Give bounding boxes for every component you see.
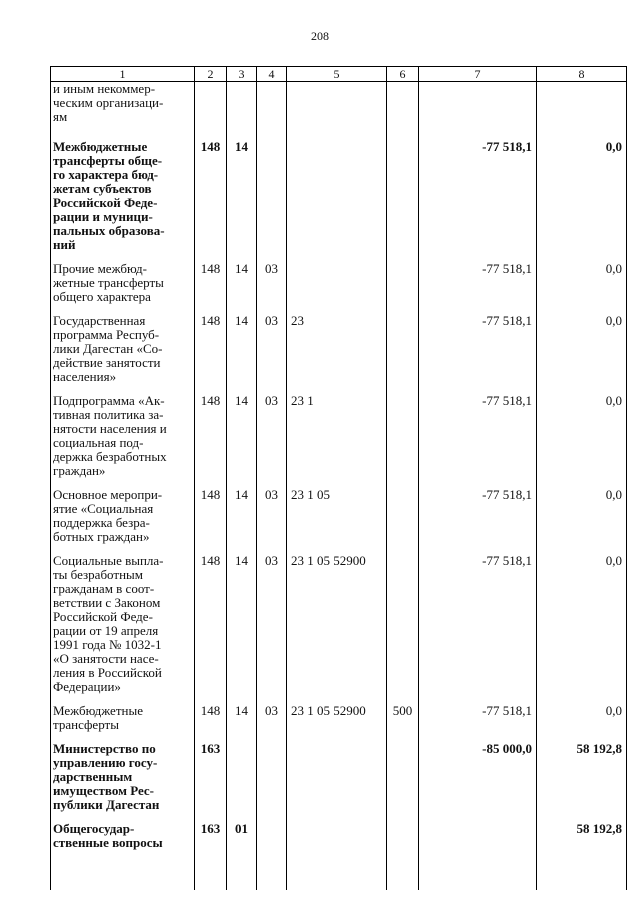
vr-code-cell [387,140,419,262]
header-cell: 3 [227,67,257,82]
amount-total-cell: 0,0 [537,554,627,704]
csr-code-cell [287,262,387,314]
vr-code-cell: 500 [387,704,419,742]
row-name-cell: Основное меропри- ятие «Социальная поддержка безра- ботных граждан» [51,488,195,554]
row-name-cell: Подпрограмма «Ак- тивная политика за- нятости населения и социальная под- держка безработных граждан» [51,394,195,488]
gr-code-cell: 148 [195,140,227,262]
table-row [51,704,627,742]
vr-code-cell [387,314,419,394]
row-name-cell: Социальные выпла- ты безработным гражданам в соот- ветствии с Законом Российской Феде- рации от 19 апреля 1991 года № 1032-1 «О занятости насе- ления в Российской Федерации» [51,554,195,704]
page-number: 208 [311,29,329,43]
pr-code-cell: 03 [257,262,287,314]
rz-code-cell [227,82,257,141]
amount-total-cell: 0,0 [537,488,627,554]
amount-total-cell: 0,0 [537,262,627,314]
csr-code-cell: 23 1 05 52900 [287,554,387,704]
rz-code-cell [227,742,257,822]
rz-code-cell: 14 [227,704,257,742]
amount-change-cell [419,822,537,890]
vr-code-cell [387,262,419,314]
amount-change-cell [419,82,537,141]
header-cell: 1 [51,67,195,82]
amount-change-cell: -77 518,1 [419,314,537,394]
amount-total-cell: 0,0 [537,704,627,742]
amount-total-cell: 58 192,8 [537,822,627,890]
pr-code-cell: 03 [257,704,287,742]
amount-change-cell: -85 000,0 [419,742,537,822]
csr-code-cell [287,82,387,141]
csr-code-cell: 23 1 [287,394,387,488]
rz-code-cell: 14 [227,314,257,394]
header-cell: 2 [195,67,227,82]
rz-code-cell: 01 [227,822,257,890]
pr-code-cell: 03 [257,394,287,488]
vr-code-cell [387,822,419,890]
table-row [51,314,627,394]
gr-code-cell: 163 [195,742,227,822]
gr-code-cell: 148 [195,262,227,314]
rz-code-cell: 14 [227,488,257,554]
rz-code-cell: 14 [227,394,257,488]
csr-code-cell [287,742,387,822]
gr-code-cell: 148 [195,314,227,394]
amount-total-cell: 0,0 [537,140,627,262]
pr-code-cell [257,822,287,890]
vr-code-cell [387,82,419,141]
csr-code-cell: 23 1 05 52900 [287,704,387,742]
gr-code-cell [195,82,227,141]
header-cell: 7 [419,67,537,82]
row-name-cell: Министерство по управлению госу- дарственным имуществом Рес- публики Дагестан [51,742,195,822]
vr-code-cell [387,394,419,488]
table-row [51,742,627,822]
csr-code-cell [287,822,387,890]
header-cell: 4 [257,67,287,82]
row-name-cell: Прочие межбюд- жетные трансферты общего характера [51,262,195,314]
header-cell: 6 [387,67,419,82]
table-row [51,394,627,488]
gr-code-cell: 148 [195,554,227,704]
gr-code-cell: 148 [195,394,227,488]
table-row [51,82,627,141]
row-name-cell: Межбюджетные трансферты [51,704,195,742]
row-name-cell: и иным некоммер- ческим организаци- ям [51,82,195,141]
amount-change-cell: -77 518,1 [419,394,537,488]
rz-code-cell: 14 [227,262,257,314]
csr-code-cell: 23 1 05 [287,488,387,554]
vr-code-cell [387,554,419,704]
amount-total-cell [537,82,627,141]
csr-code-cell: 23 [287,314,387,394]
pr-code-cell [257,82,287,141]
amount-total-cell: 0,0 [537,314,627,394]
vr-code-cell [387,488,419,554]
amount-total-cell: 58 192,8 [537,742,627,822]
pr-code-cell [257,140,287,262]
pr-code-cell: 03 [257,314,287,394]
header-row [51,67,627,82]
amount-change-cell: -77 518,1 [419,554,537,704]
table-body [51,82,627,891]
table-row [51,488,627,554]
rz-code-cell: 14 [227,554,257,704]
amount-change-cell: -77 518,1 [419,140,537,262]
csr-code-cell [287,140,387,262]
gr-code-cell: 148 [195,704,227,742]
amount-change-cell: -77 518,1 [419,262,537,314]
table-row [51,554,627,704]
gr-code-cell: 148 [195,488,227,554]
pr-code-cell: 03 [257,488,287,554]
pr-code-cell [257,742,287,822]
table-row [51,822,627,890]
header-cell: 5 [287,67,387,82]
budget-table [50,66,627,890]
gr-code-cell: 163 [195,822,227,890]
amount-change-cell: -77 518,1 [419,488,537,554]
table-row [51,262,627,314]
row-name-cell: Межбюджетные трансферты обще- го характера бюд- жетам субъектов Российской Феде- рации и муници- пальных образова- ний [51,140,195,262]
amount-change-cell: -77 518,1 [419,704,537,742]
pr-code-cell: 03 [257,554,287,704]
header-cell: 8 [537,67,627,82]
amount-total-cell: 0,0 [537,394,627,488]
table-row [51,140,627,262]
rz-code-cell: 14 [227,140,257,262]
row-name-cell: Общегосудар- ственные вопросы [51,822,195,890]
vr-code-cell [387,742,419,822]
row-name-cell: Государственная программа Респуб- лики Дагестан «Со- действие занятости населения» [51,314,195,394]
